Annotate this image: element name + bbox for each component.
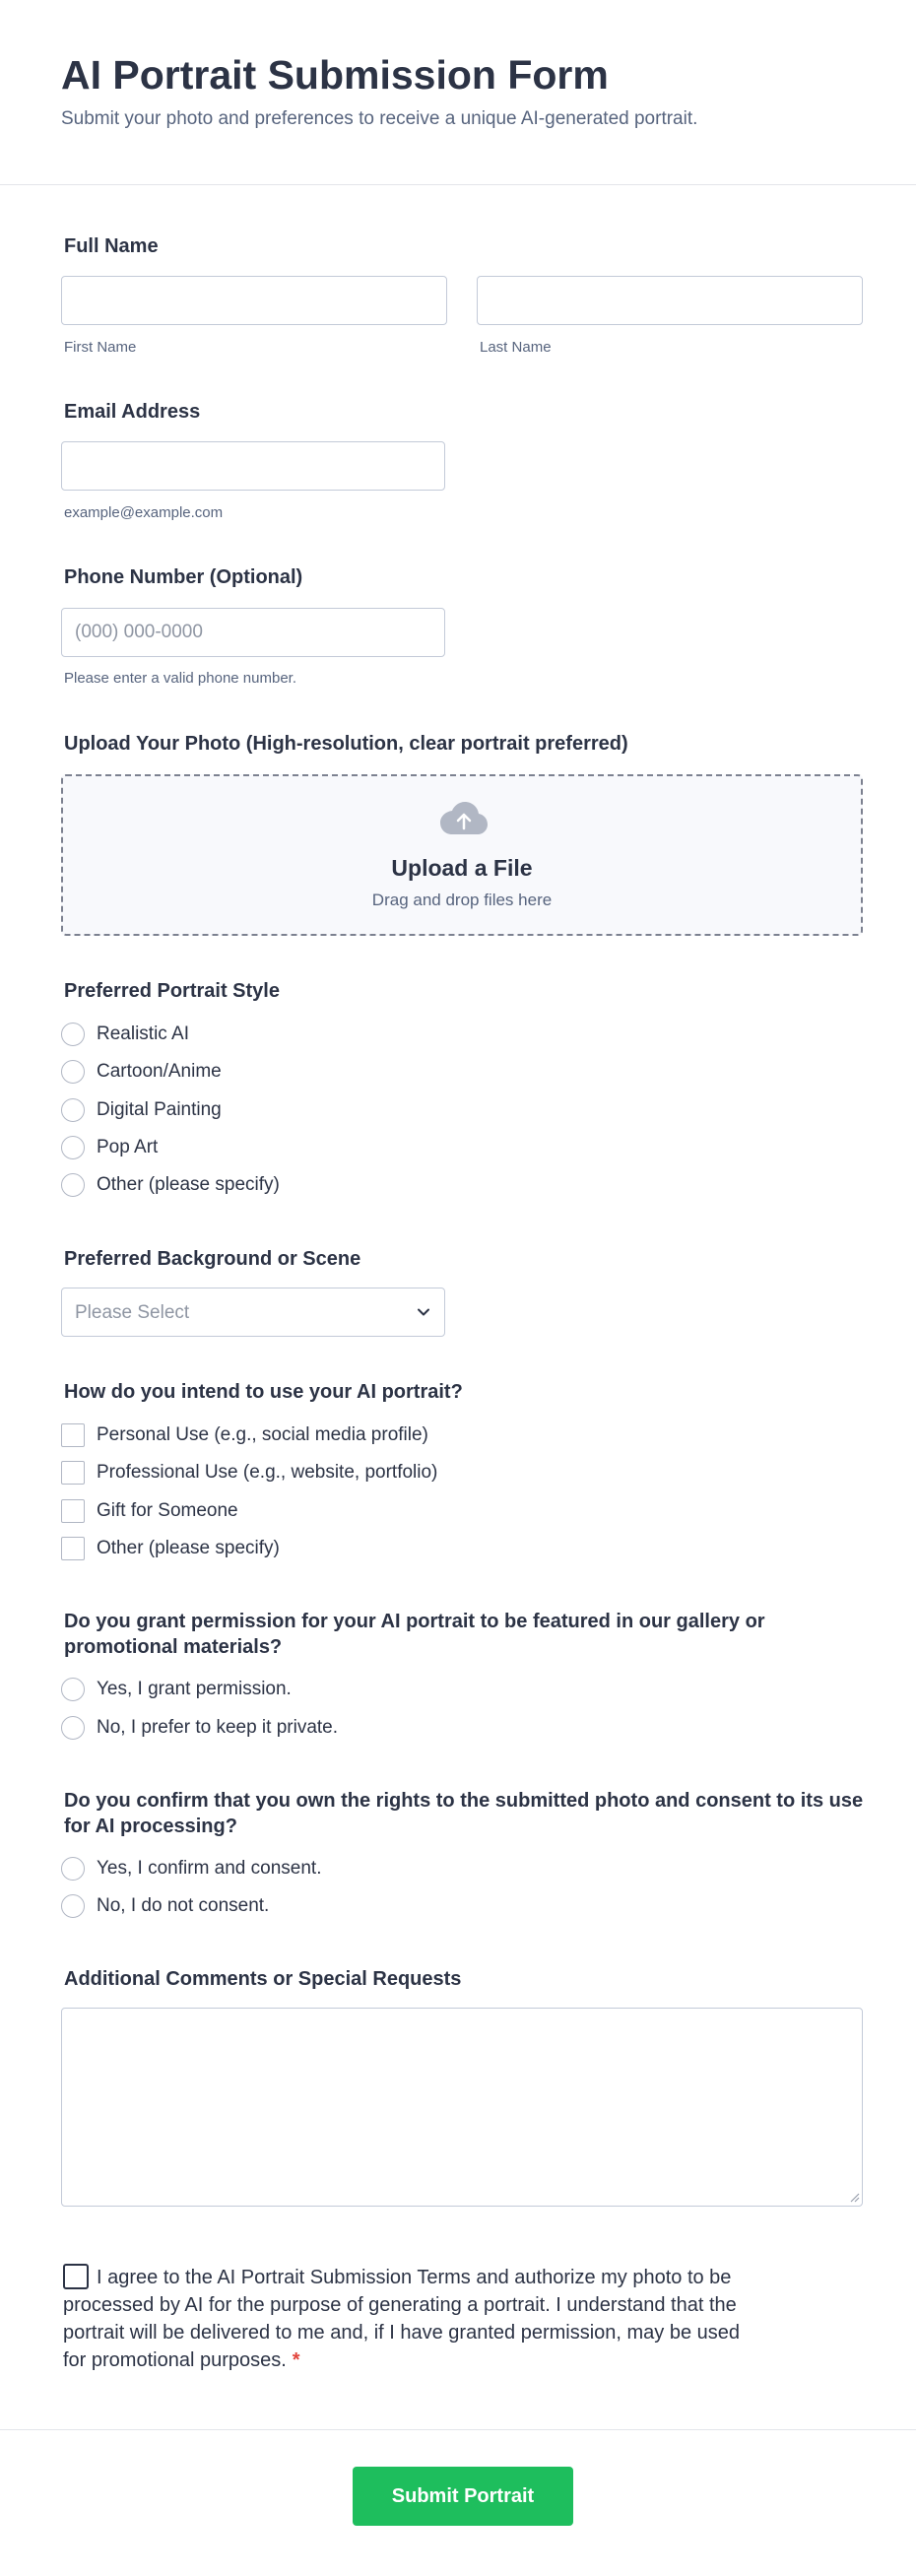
radio-button[interactable] xyxy=(61,1678,85,1701)
form-header xyxy=(0,0,916,185)
usage-label: How do you intend to use your AI portrait? xyxy=(64,1381,463,1403)
usage-option-personal[interactable] xyxy=(61,1421,428,1449)
chevron-down-icon xyxy=(417,1305,430,1319)
style-label: Preferred Portrait Style xyxy=(64,980,280,1002)
option-label: No, I prefer to keep it private. xyxy=(97,1717,339,1738)
terms-agreement[interactable] xyxy=(63,2264,752,2374)
style-option-cartoon[interactable] xyxy=(61,1058,222,1086)
style-option-pop-art[interactable] xyxy=(61,1134,158,1161)
usage-option-gift[interactable] xyxy=(61,1497,238,1525)
style-option-digital-painting[interactable] xyxy=(61,1096,222,1124)
label-line: promotional materials? xyxy=(64,1636,283,1658)
file-upload-dropzone[interactable] xyxy=(61,774,863,936)
radio-button[interactable] xyxy=(61,1857,85,1881)
rights-label xyxy=(64,1788,891,1839)
label-line: Do you grant permission for your AI portrait to be featured in our gallery or xyxy=(64,1611,765,1632)
rights-option-yes[interactable] xyxy=(61,1855,321,1882)
last-name-input[interactable] xyxy=(477,276,863,325)
cloud-upload-icon xyxy=(439,800,489,835)
radio-button[interactable] xyxy=(61,1173,85,1197)
phone-input[interactable] xyxy=(61,608,445,657)
option-label: Digital Painting xyxy=(97,1099,222,1120)
option-label: No, I do not consent. xyxy=(97,1895,270,1916)
terms-text: I agree to the AI Portrait Submission Terms and authorize my photo to be processed by AI for the purpose of generating a portrait. I understand that the portrait will be delivered to me and, if I have granted permission, may be used for promotional purposes. xyxy=(63,2267,741,2371)
full-name-label: Full Name xyxy=(64,235,159,257)
upload-label: Upload Your Photo (High-resolution, clear portrait preferred) xyxy=(64,733,628,755)
option-label: Pop Art xyxy=(97,1137,159,1157)
terms-checkbox[interactable] xyxy=(63,2264,89,2289)
page-title: AI Portrait Submission Form xyxy=(61,52,609,98)
required-mark: * xyxy=(292,2349,300,2371)
first-name-input[interactable] xyxy=(61,276,447,325)
first-name-sublabel: First Name xyxy=(64,339,137,356)
submit-button[interactable]: Submit Portrait xyxy=(353,2467,573,2526)
usage-option-professional[interactable] xyxy=(61,1459,437,1486)
option-label: Personal Use (e.g., social media profile) xyxy=(97,1424,428,1445)
checkbox[interactable] xyxy=(61,1423,85,1447)
checkbox[interactable] xyxy=(61,1537,85,1560)
usage-option-other[interactable] xyxy=(61,1535,280,1562)
label-line: for AI processing? xyxy=(64,1816,237,1837)
radio-button[interactable] xyxy=(61,1894,85,1918)
comments-label: Additional Comments or Special Requests xyxy=(64,1968,462,1990)
upload-title: Upload a File xyxy=(391,855,533,881)
gallery-option-yes[interactable] xyxy=(61,1676,292,1703)
comments-textarea[interactable] xyxy=(61,2008,863,2207)
radio-button[interactable] xyxy=(61,1098,85,1122)
option-label: Cartoon/Anime xyxy=(97,1061,222,1082)
gallery-option-no[interactable] xyxy=(61,1714,338,1742)
label-line: Do you confirm that you own the rights to the submitted photo and consent to its use xyxy=(64,1790,864,1812)
upload-subtitle: Drag and drop files here xyxy=(371,891,553,909)
last-name-sublabel: Last Name xyxy=(480,339,552,356)
background-select[interactable] xyxy=(61,1288,445,1337)
checkbox[interactable] xyxy=(61,1499,85,1523)
phone-sublabel: Please enter a valid phone number. xyxy=(64,670,296,687)
email-label: Email Address xyxy=(64,401,201,423)
select-value: Please Select xyxy=(75,1302,190,1323)
style-option-other[interactable] xyxy=(61,1171,280,1199)
email-input[interactable] xyxy=(61,441,445,491)
checkbox[interactable] xyxy=(61,1461,85,1485)
option-label: Gift for Someone xyxy=(97,1500,238,1521)
option-label: Other (please specify) xyxy=(97,1174,280,1195)
option-label: Professional Use (e.g., website, portfolio) xyxy=(97,1462,438,1483)
radio-button[interactable] xyxy=(61,1023,85,1046)
email-sublabel: example@example.com xyxy=(64,504,224,521)
rights-option-no[interactable] xyxy=(61,1892,269,1920)
radio-button[interactable] xyxy=(61,1716,85,1740)
resize-grip-icon[interactable] xyxy=(848,2191,860,2203)
radio-button[interactable] xyxy=(61,1136,85,1159)
background-label: Preferred Background or Scene xyxy=(64,1248,361,1270)
style-option-realistic[interactable] xyxy=(61,1021,189,1048)
gallery-permission-label xyxy=(64,1609,872,1660)
option-label: Yes, I grant permission. xyxy=(97,1679,292,1699)
option-label: Realistic AI xyxy=(97,1024,189,1044)
page-subtitle: Submit your photo and preferences to receive a unique AI-generated portrait. xyxy=(61,108,698,129)
option-label: Other (please specify) xyxy=(97,1538,280,1558)
phone-label: Phone Number (Optional) xyxy=(64,566,303,588)
radio-button[interactable] xyxy=(61,1060,85,1084)
option-label: Yes, I confirm and consent. xyxy=(97,1858,322,1879)
